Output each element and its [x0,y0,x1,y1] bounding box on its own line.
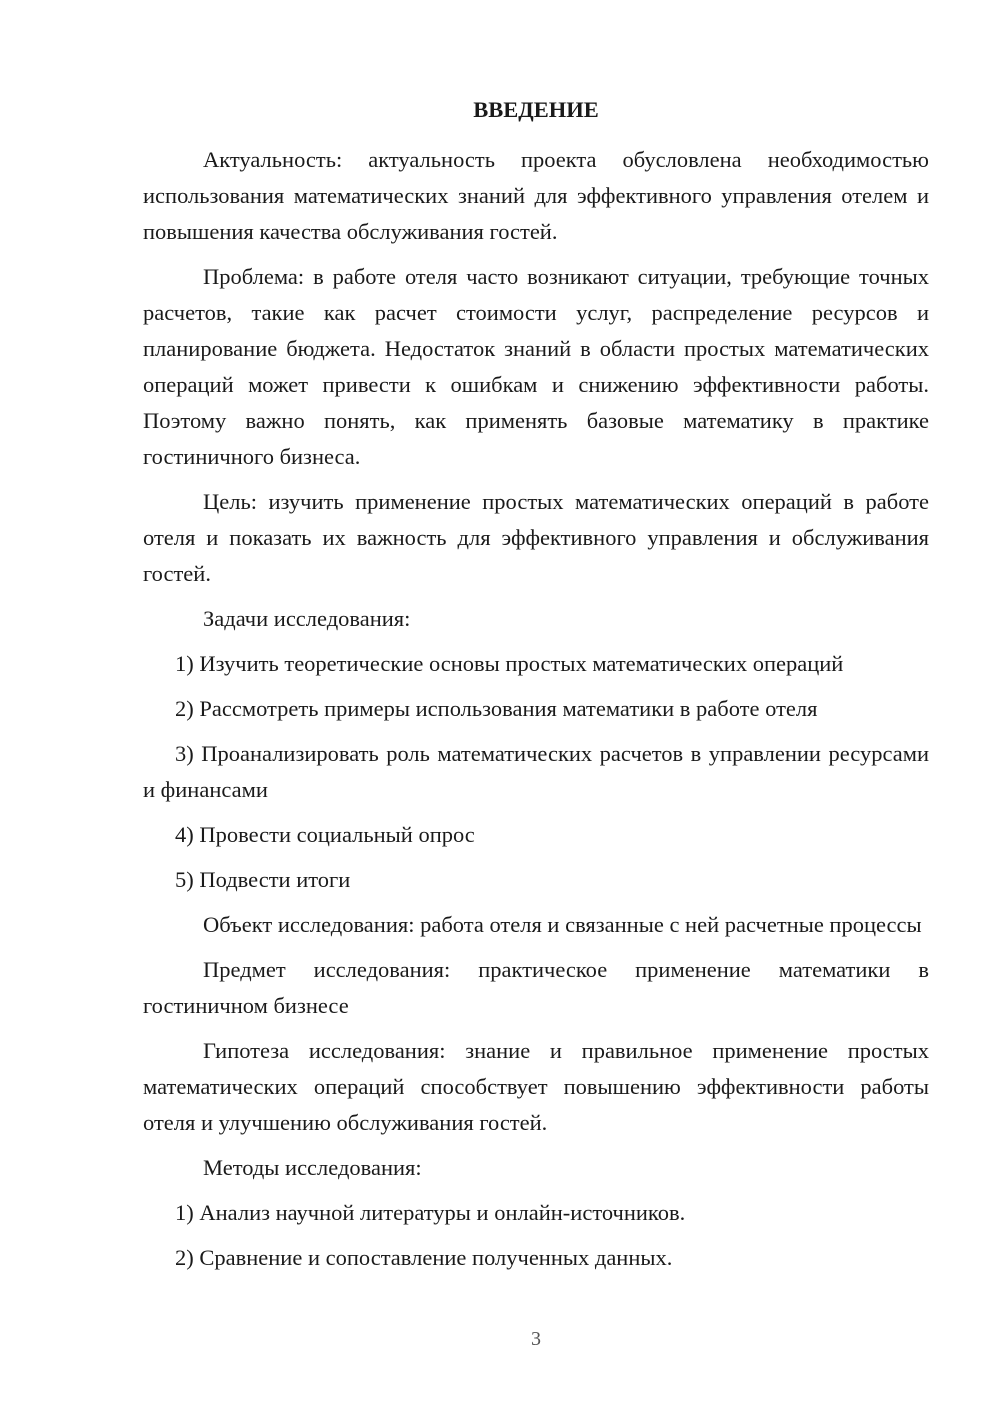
hypothesis-paragraph: Гипотеза исследования: знание и правильное применение простых математических операций способствует повышению эффективности работы отеля и улучшению обслуживания гостей. [143,1038,929,1135]
goal-paragraph: Цель: изучить применение простых математических операций в работе отеля и показать их важность для эффективного управления и обслуживания гостей. [143,489,929,586]
page-number: 3 [531,1328,541,1350]
task-item-2: 2) Рассмотреть примеры использования математики в работе отеля [175,696,818,721]
method-item-2: 2) Сравнение и сопоставление полученных данных. [175,1245,673,1270]
task-item-1: 1) Изучить теоретические основы простых математических операций [175,651,844,676]
section-heading: ВВЕДЕНИЕ [473,97,599,122]
tasks-title: Задачи исследования: [203,606,411,631]
object-paragraph: Объект исследования: работа отеля и связанные с ней расчетные процессы [203,912,922,937]
problem-paragraph: Проблема: в работе отеля часто возникают ситуации, требующие точных расчетов, такие как расчет стоимости услуг, распределение ресурсов и планирование бюджета. Недостаток знаний в области простых математических операций может привести к ошибкам и снижению эффективности работы. Поэтому важно понять, как применять базовые математику в практике гостиничного бизнеса. [143,264,929,469]
methods-title: Методы исследования: [203,1155,422,1180]
task-item-3: 3) Проанализировать роль математических расчетов в управлении ресурсами и финансами [143,741,929,802]
method-item-1: 1) Анализ научной литературы и онлайн-источников. [175,1200,686,1225]
relevance-paragraph: Актуальность: актуальность проекта обусловлена необходимостью использования математических знаний для эффективного управления отелем и повышения качества обслуживания гостей. [143,147,929,244]
task-item-5: 5) Подвести итоги [175,867,351,892]
subject-paragraph: Предмет исследования: практическое применение математики в гостиничном бизнесе [143,957,929,1018]
task-item-4: 4) Провести социальный опрос [175,822,475,847]
document-body [143,142,929,1285]
